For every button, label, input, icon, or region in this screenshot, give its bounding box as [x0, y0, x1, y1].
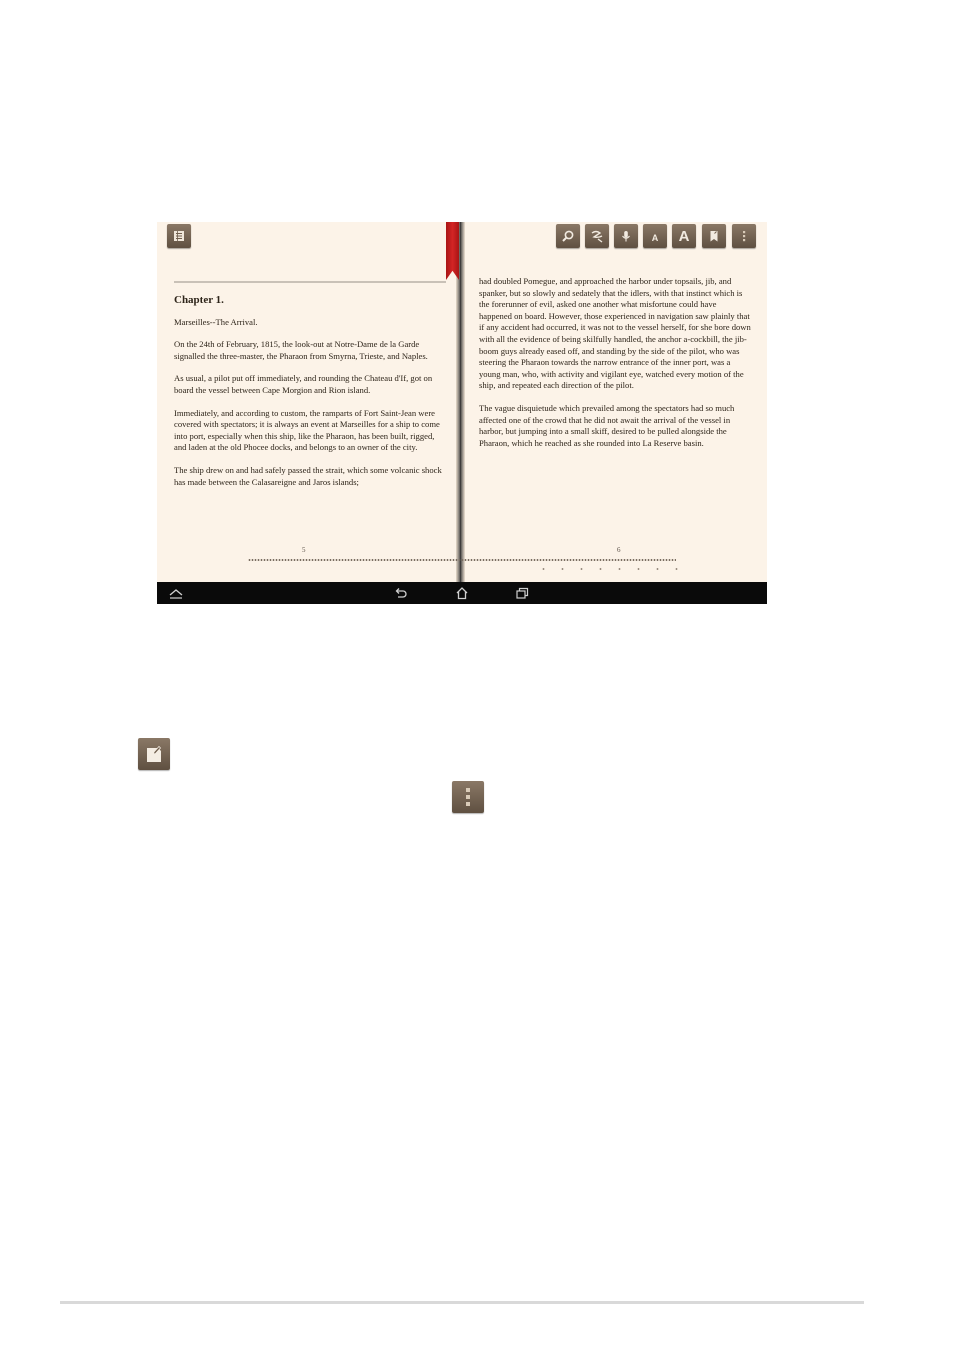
back-icon[interactable]	[393, 586, 409, 600]
left-page-text	[174, 295, 446, 499]
right-page[interactable]	[463, 222, 767, 582]
left-page[interactable]	[157, 222, 457, 582]
ebook-reader-screen	[157, 222, 767, 604]
bookmark-button[interactable]	[702, 224, 726, 248]
menu-icon	[458, 785, 478, 809]
more-options-button[interactable]	[732, 224, 756, 248]
hide-bar-icon[interactable]	[168, 586, 184, 600]
increase-font-icon: A	[678, 227, 690, 245]
system-navigation-bar	[157, 582, 767, 604]
chapter-subtitle: Marseilles--The Arrival.	[174, 316, 258, 327]
recent-apps-icon[interactable]	[514, 586, 530, 600]
bookmark-note-icon	[143, 743, 165, 765]
text-to-speech-icon	[619, 229, 633, 243]
bookmark-icon	[707, 229, 721, 243]
translate-icon	[590, 229, 604, 243]
home-icon[interactable]	[454, 586, 470, 600]
bookmark-note-button	[138, 738, 170, 770]
page-progress-markers	[534, 568, 679, 570]
left-page-number: 5	[302, 546, 306, 554]
right-page-number: 6	[617, 546, 621, 554]
paragraph: On the 24th of February, 1815, the look-out at Notre-Dame de la Garde signalled the three-master, the Pharaon from Smyrna, Trieste, and Naples.	[174, 339, 428, 361]
page-footer-divider	[60, 1301, 864, 1304]
table-of-contents-icon	[173, 230, 185, 242]
paragraph: As usual, a pilot put off immediately, and rounding the Chateau d'If, got on board the vessel between Cape Morgion and Rion island.	[174, 373, 433, 395]
paragraph: Immediately, and according to custom, the ramparts of Fort Saint-Jean were covered with spectators; it is always an event at Marseilles for a ship to come into port, especially when this ship, like the Pharaon, has been built, rigged, and laden at the old Phocee docks, and belongs to an owner of the city.	[174, 407, 440, 453]
right-page-text	[479, 276, 751, 460]
increase-font-button[interactable]	[672, 224, 696, 248]
menu-button	[452, 781, 484, 813]
decrease-font-icon: A	[651, 233, 659, 243]
decrease-font-button[interactable]	[643, 224, 667, 248]
search-button[interactable]	[556, 224, 580, 248]
table-of-contents-button[interactable]	[167, 224, 191, 248]
paragraph: The ship drew on and had safely passed the strait, which some volcanic shock has made between the Calasareigne and Jaros islands;	[174, 464, 442, 487]
translate-button[interactable]	[585, 224, 609, 248]
chapter-title: Chapter 1.	[174, 294, 224, 306]
page-progress-bar[interactable]	[248, 559, 676, 561]
header-divider	[174, 281, 446, 283]
search-icon	[561, 229, 575, 243]
paragraph: had doubled Pomegue, and approached the harbor under topsails, jib, and spanker, but so slowly and sedately that the idlers, with that instinct which is the forerunner of evil, asked one another what misfortune could have happened on board. However, those experienced in navigation saw plainly that if any accident had occurred, it was not to the vessel herself, for she bore down with all the evidence of being skilfully handled, the anchor a-cockbill, the jib-boom guys already eased off, and standing by the side of the pilot, who was steering the Pharaon towards the narrow entrance of the inner port, was a young man, who, with activity and vigilant eye, watched every motion of the ship, and repeated each direction of the pilot.	[479, 276, 751, 391]
more-options-icon	[737, 229, 751, 243]
paragraph: The vague disquietude which prevailed among the spectators had so much affected one of the crowd that he did not await the arrival of the vessel in harbor, but jumping into a small skiff, desired to be pulled alongside the Pharaon, which he reached as she rounded into La Reserve basin.	[479, 402, 735, 448]
text-to-speech-button[interactable]	[614, 224, 638, 248]
